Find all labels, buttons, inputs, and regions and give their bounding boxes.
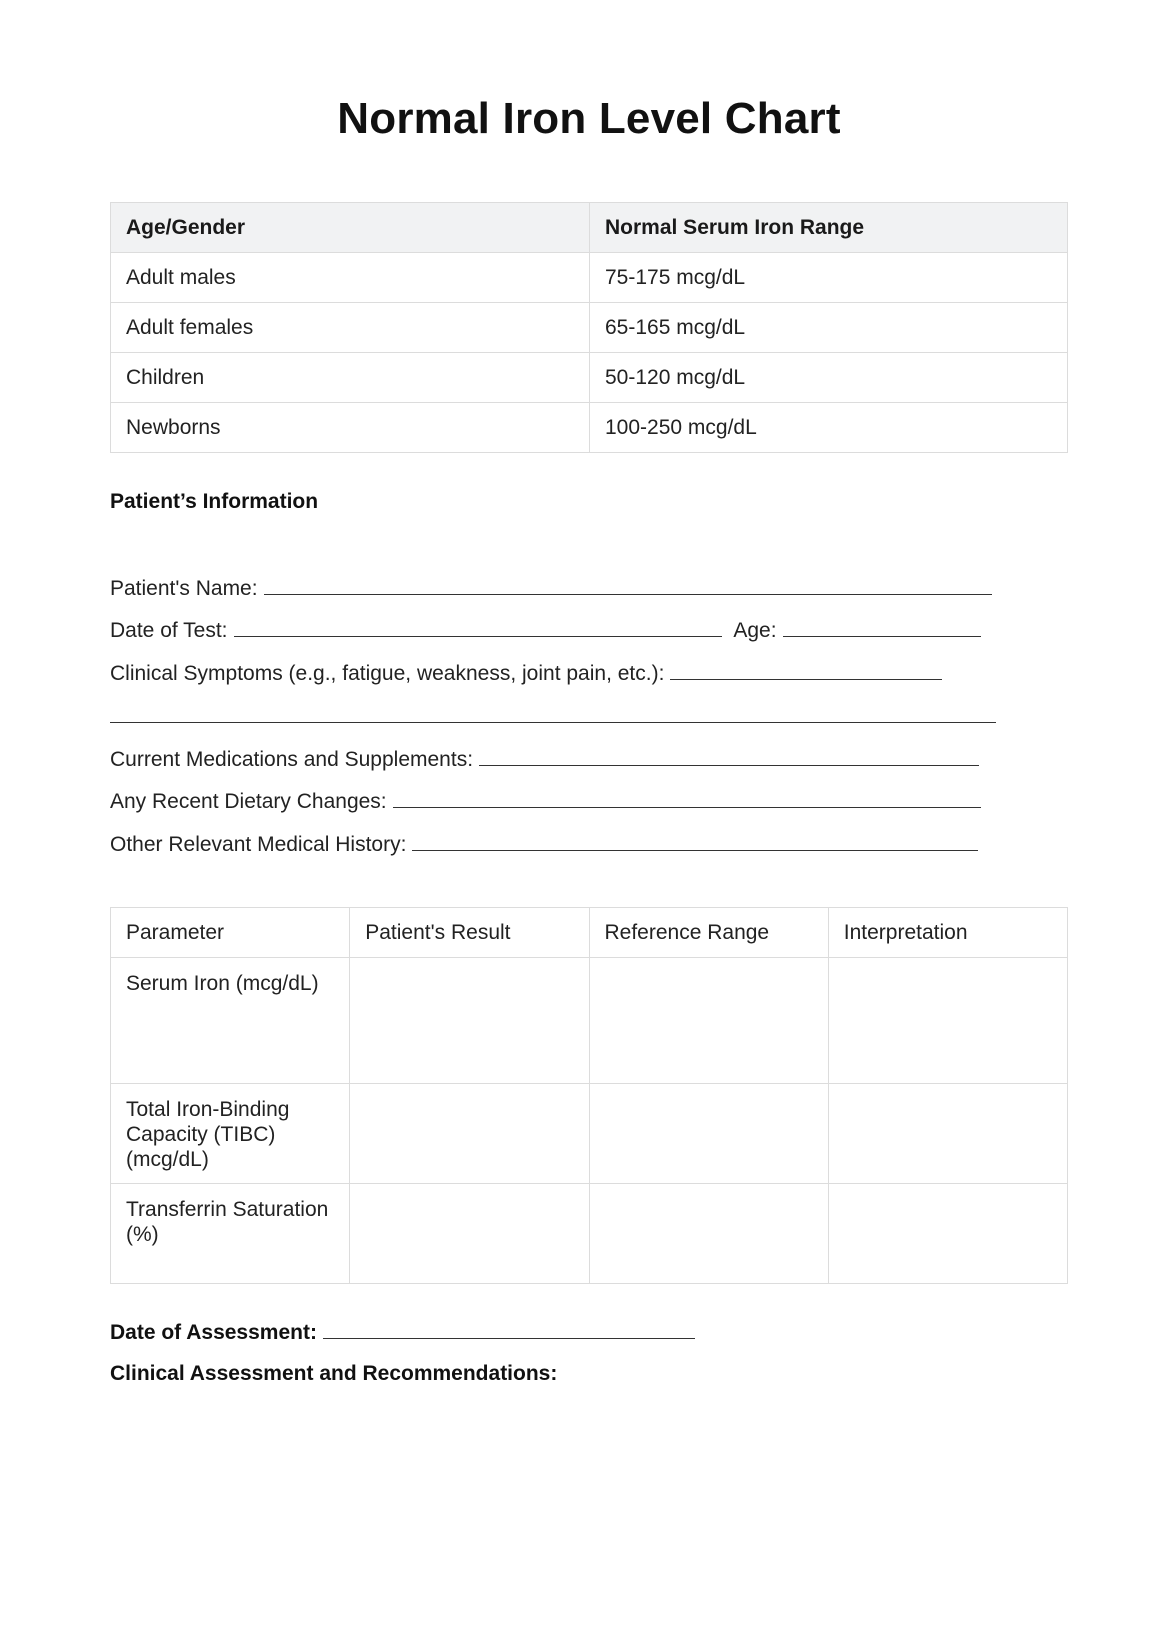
date-of-assessment-field [110, 1320, 695, 1345]
column-header-normal-range: Normal Serum Iron Range [590, 203, 1068, 253]
reference-range-cell[interactable] [589, 1084, 828, 1184]
page-title: Normal Iron Level Chart [337, 94, 841, 143]
column-header-interpretation: Interpretation [828, 908, 1067, 958]
patient-name-input-line[interactable] [264, 576, 992, 595]
table-cell: Adult males [111, 253, 590, 303]
medical-history-field [110, 832, 978, 857]
table-header-row [111, 203, 1068, 253]
reference-range-cell[interactable] [589, 958, 828, 1084]
table-row [111, 353, 1068, 403]
table-row [111, 403, 1068, 453]
patient-results-table [110, 907, 1068, 1284]
patient-info-heading: Patient’s Information [110, 490, 319, 513]
clinical-symptoms-label: Clinical Symptoms (e.g., fatigue, weakness, joint pain, etc.): [110, 662, 665, 685]
clinical-symptoms-input-line[interactable] [670, 661, 942, 680]
date-of-assessment-input-line[interactable] [323, 1320, 695, 1339]
medical-history-input-line[interactable] [412, 832, 978, 851]
interpretation-cell[interactable] [828, 1184, 1067, 1284]
clinical-symptoms-input-line-2[interactable] [110, 704, 996, 723]
patient-result-cell[interactable] [350, 1084, 589, 1184]
interpretation-cell[interactable] [828, 1084, 1067, 1184]
medications-label: Current Medications and Supplements: [110, 748, 474, 771]
parameter-cell: Serum Iron (mcg/dL) [111, 958, 350, 1084]
age-label: Age: [733, 619, 777, 642]
column-header-patient-result: Patient's Result [350, 908, 589, 958]
table-header-row [111, 908, 1068, 958]
patient-result-cell[interactable] [350, 958, 589, 1084]
date-age-field [110, 618, 981, 643]
clinical-symptoms-continuation [110, 704, 996, 729]
table-cell: Children [111, 353, 590, 403]
date-of-test-label: Date of Test: [110, 619, 228, 642]
table-row [111, 1084, 1068, 1184]
clinical-symptoms-field [110, 661, 942, 686]
table-cell: 75-175 mcg/dL [590, 253, 1068, 303]
column-header-parameter: Parameter [111, 908, 350, 958]
medical-history-label: Other Relevant Medical History: [110, 833, 407, 856]
table-cell: Newborns [111, 403, 590, 453]
table-row [111, 958, 1068, 1084]
table-row [111, 1184, 1068, 1284]
dietary-changes-label: Any Recent Dietary Changes: [110, 790, 387, 813]
age-input-line[interactable] [783, 618, 981, 637]
parameter-cell: Transferrin Saturation (%) [111, 1184, 350, 1284]
table-cell: 50-120 mcg/dL [590, 353, 1068, 403]
table-cell: Adult females [111, 303, 590, 353]
date-of-assessment-label: Date of Assessment: [110, 1321, 317, 1344]
table-row [111, 303, 1068, 353]
date-of-test-input-line[interactable] [234, 618, 722, 637]
dietary-changes-input-line[interactable] [393, 789, 981, 808]
parameter-cell: Total Iron-Binding Capacity (TIBC) (mcg/dL) [111, 1084, 350, 1184]
interpretation-cell[interactable] [828, 958, 1067, 1084]
column-header-reference-range: Reference Range [589, 908, 828, 958]
patient-name-field [110, 576, 992, 601]
patient-result-cell[interactable] [350, 1184, 589, 1284]
table-cell: 100-250 mcg/dL [590, 403, 1068, 453]
clinical-assessment-heading: Clinical Assessment and Recommendations: [110, 1362, 558, 1385]
column-header-age-gender: Age/Gender [111, 203, 590, 253]
reference-range-cell[interactable] [589, 1184, 828, 1284]
patient-name-label: Patient's Name: [110, 577, 258, 600]
table-cell: 65-165 mcg/dL [590, 303, 1068, 353]
table-row [111, 253, 1068, 303]
medications-field [110, 747, 979, 772]
medications-input-line[interactable] [479, 747, 979, 766]
reference-range-table [110, 202, 1068, 453]
dietary-changes-field [110, 789, 981, 814]
